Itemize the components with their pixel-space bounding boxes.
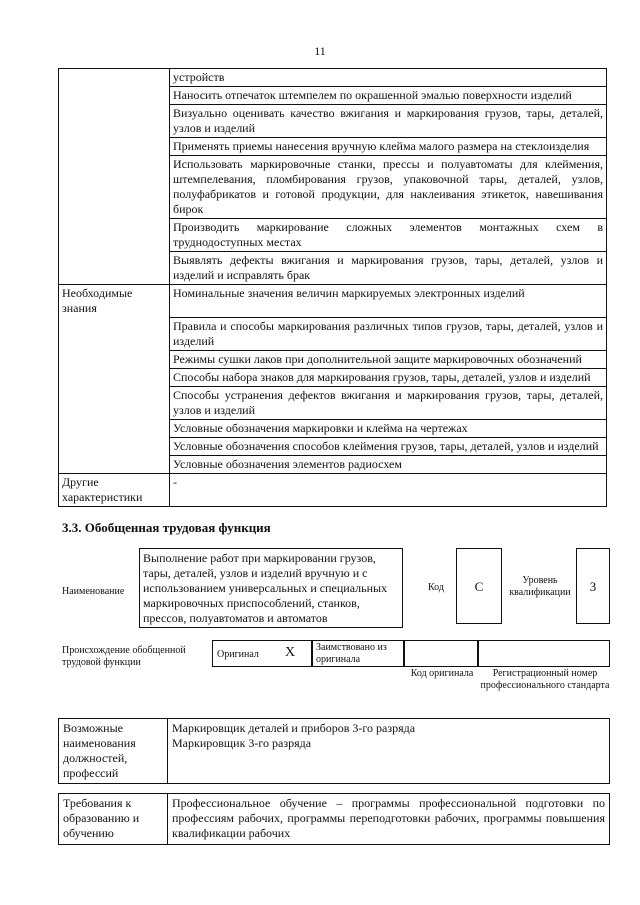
row-category-cell [59, 455, 170, 473]
table-row [59, 455, 607, 473]
position-item: Маркировщик деталей и приборов 3-го разряда [172, 721, 416, 735]
positions-table [58, 718, 610, 784]
original-cell [212, 640, 312, 667]
row-text-cell: Использовать маркировочные станки, прессы и полуавтоматы для клеймения, штемпелевания, пломбирования грузов, упаковочной тары, деталей, узлов, полуфабрикатов и готовой продукции, для наклеивания этикеток, навешивания бирок [170, 156, 607, 219]
positions-label: Возможные наименования должностей, профессий [63, 721, 136, 780]
function-name-box [139, 548, 403, 628]
table-row [59, 219, 607, 252]
row-category-cell [59, 87, 170, 105]
table-row [59, 350, 607, 368]
row-category-cell [59, 156, 170, 219]
level-value-box [576, 548, 610, 624]
function-name-text: Выполнение работ при маркировании грузов, тары, деталей, узлов и изделий вручную и с использованием универсальных и специальных маркировочных приспособлений, станков, прессов, полуавтоматов и автоматов [143, 551, 388, 625]
education-table [58, 793, 610, 845]
skills-knowledge-table [58, 68, 607, 507]
page-number: 11 [314, 44, 326, 58]
row-category-cell [59, 419, 170, 437]
section-title: 3.3. Обобщенная трудовая функция [62, 520, 271, 535]
reg-number-cell [478, 640, 610, 667]
code-original-cell [404, 640, 478, 667]
row-text-cell: Условные обозначения способов клеймения грузов, тары, деталей, узлов и изделий [170, 437, 607, 455]
row-category-cell [59, 138, 170, 156]
row-text-cell: Условные обозначения маркировки и клейма на чертежах [170, 419, 607, 437]
table-row [59, 437, 607, 455]
table-row [59, 368, 607, 386]
row-text-cell: устройств [170, 69, 607, 87]
row-text-cell: Применять приемы нанесения вручную клейма малого размера на стеклоизделия [170, 138, 607, 156]
table-row [59, 87, 607, 105]
row-text-cell: Режимы сушки лаков при дополнительной защите маркировочных обозначений [170, 350, 607, 368]
row-text-cell: - [170, 473, 607, 506]
code-label: Код [428, 582, 444, 593]
code-original-label: Код оригинала [410, 668, 474, 679]
borrowed-label: Заимствовано из оригинала [316, 642, 387, 665]
table-row [59, 473, 607, 506]
borrowed-cell [312, 640, 404, 667]
table-row [59, 419, 607, 437]
position-item: Маркировщик 3-го разряда [172, 736, 312, 750]
table-row [59, 317, 607, 350]
level-label: Уровень квалификации [509, 575, 571, 598]
row-category-cell: Другие характеристики [59, 473, 170, 506]
original-label: Оригинал [217, 649, 259, 660]
original-mark: X [285, 645, 296, 660]
row-category-cell [59, 386, 170, 419]
table-row [59, 252, 607, 285]
row-text-cell: Условные обозначения элементов радиосхем [170, 455, 607, 473]
table-row [59, 156, 607, 219]
row-text-cell: Способы набора знаков для маркирования грузов, тары, деталей, узлов и изделий [170, 368, 607, 386]
education-label: Требования к образованию и обучению [63, 796, 140, 840]
row-category-cell [59, 252, 170, 285]
row-category-cell [59, 69, 170, 87]
row-text-cell: Визуально оценивать качество вжигания и маркирования грузов, тары, деталей, узлов и изделий [170, 105, 607, 138]
row-category-cell [59, 317, 170, 350]
code-value: C [474, 579, 484, 594]
name-label: Наименование [62, 586, 125, 597]
row-category-cell [59, 219, 170, 252]
level-value: 3 [589, 579, 597, 594]
table-row [59, 386, 607, 419]
row-text-cell: Наносить отпечаток штемпелем по окрашенной эмалью поверхности изделий [170, 87, 607, 105]
table-row [59, 285, 607, 318]
row-text-cell: Номинальные значения величин маркируемых электронных изделий [170, 285, 607, 318]
row-text-cell: Выявлять дефекты вжигания и маркирования грузов, тары, деталей, узлов и изделий и исправлять брак [170, 252, 607, 285]
education-text: Профессиональное обучение – программы профессиональной подготовки по профессиям рабочих, программы переподготовки рабочих, программы повышения квалификации рабочих [172, 796, 605, 840]
table-row [59, 69, 607, 87]
row-category-cell [59, 437, 170, 455]
row-category-cell: Необходимые знания [59, 285, 170, 318]
origin-label: Происхождение обобщенной трудовой функции [62, 645, 186, 668]
table-row [59, 105, 607, 138]
row-category-cell [59, 350, 170, 368]
row-category-cell [59, 368, 170, 386]
row-text-cell: Способы устранения дефектов вжигания и маркирования грузов, тары, деталей, узлов и изделий [170, 386, 607, 419]
row-category-cell [59, 105, 170, 138]
table-row [59, 138, 607, 156]
reg-number-label: Регистрационный номер профессионального стандарта [480, 668, 610, 691]
code-value-box [456, 548, 502, 624]
row-text-cell: Производить маркирование сложных элементов монтажных схем в труднодоступных местах [170, 219, 607, 252]
row-text-cell: Правила и способы маркирования различных типов грузов, тары, деталей, узлов и изделий [170, 317, 607, 350]
